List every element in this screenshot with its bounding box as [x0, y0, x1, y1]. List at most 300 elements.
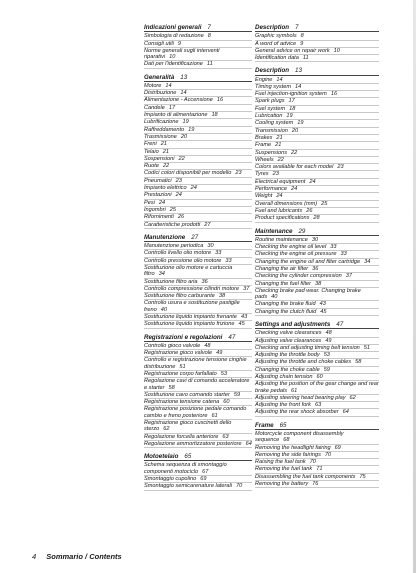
entry-page-number: 51	[179, 363, 186, 370]
contents-entry[interactable]	[144, 90, 252, 97]
entry-page-number: 76	[312, 481, 319, 488]
contents-entry[interactable]	[255, 215, 379, 222]
contents-entry[interactable]	[255, 251, 379, 258]
entry-page-number: 10	[333, 47, 340, 54]
entry-page-number: 40	[271, 294, 278, 301]
entry-page-number: 24	[190, 185, 197, 192]
entry-title: Wheels	[255, 156, 274, 163]
entry-page-number: 33	[330, 244, 337, 251]
entry-page-number: 36	[312, 265, 319, 272]
contents-entry[interactable]	[144, 483, 252, 490]
contents-entry[interactable]	[144, 300, 252, 314]
contents-entry[interactable]	[255, 55, 379, 62]
contents-entry[interactable]	[144, 406, 252, 420]
entry-page-number: 18	[211, 112, 218, 119]
contents-entry[interactable]	[144, 279, 252, 286]
contents-entry[interactable]	[255, 259, 379, 266]
contents-entry[interactable]	[255, 409, 379, 416]
entry-page-number: 19	[297, 120, 304, 127]
entry-title: Consigli utili	[144, 40, 174, 47]
contents-entry[interactable]	[255, 84, 379, 91]
entry-page-number: 60	[316, 373, 323, 380]
contents-entry[interactable]	[144, 265, 252, 279]
contents-entry[interactable]	[144, 286, 252, 293]
entry-title: Manutenzione periodica	[144, 243, 204, 250]
entry-title: Adjusting the position of the gear change and rear brake pedals	[255, 381, 379, 394]
entry-title: Controllo pressione olio motore	[144, 257, 222, 264]
entry-title: Changing the engine oil and filter cartridge	[255, 258, 361, 265]
entry-title: Checking brake pad wear. Changing brake pads	[255, 287, 361, 301]
entry-title: Removing the battery	[255, 481, 309, 488]
entry-page-number: 8	[300, 33, 304, 40]
entry-title: Prestazioni	[144, 192, 172, 199]
entry-title: Removing the side fairings	[255, 451, 321, 458]
entry-title: Ingombri	[144, 206, 166, 213]
section-heading[interactable]	[144, 74, 252, 82]
contents-entry[interactable]	[144, 178, 252, 185]
entry-page-number: 53	[220, 370, 227, 377]
entry-page-number: 62	[163, 426, 170, 433]
entry-page-number: 14	[165, 82, 172, 89]
entry-title: Weight	[255, 193, 273, 200]
section-heading[interactable]	[255, 321, 379, 329]
entry-page-number: 59	[233, 391, 241, 398]
contents-entry[interactable]	[255, 395, 379, 402]
entry-title: Spark plugs	[255, 98, 285, 105]
entry-title: Checking and adjusting timing belt tension	[255, 344, 360, 351]
contents-entry[interactable]	[255, 201, 379, 208]
entry-title: Cooling system	[255, 120, 294, 127]
section-heading[interactable]	[255, 67, 379, 75]
section-page-number: 65	[184, 453, 192, 461]
contents-entry[interactable]	[255, 128, 379, 135]
contents-entry[interactable]	[144, 48, 252, 62]
contents-entry[interactable]	[255, 120, 379, 127]
entry-title: Motore	[144, 82, 162, 89]
section-items	[255, 237, 379, 316]
entry-page-number: 61	[211, 412, 218, 419]
entry-title: Registrazione gioco valvole	[144, 350, 213, 357]
contents-entry[interactable]	[144, 357, 252, 371]
entry-page-number: 70	[324, 451, 332, 458]
contents-entry[interactable]	[144, 250, 252, 257]
section-items	[144, 462, 252, 490]
entry-page-number: 37	[243, 285, 250, 292]
section-page-number: 13	[180, 73, 188, 81]
entry-page-number: 16	[216, 97, 224, 104]
entry-page-number: 19	[182, 119, 189, 126]
entry-title: Controllo compressione cilindri motore	[144, 285, 240, 292]
contents-entry[interactable]	[255, 474, 379, 481]
entry-title: Simbologia di redazione	[144, 33, 204, 40]
english-contents-column	[255, 24, 379, 493]
entry-title: Codici colori disponibili per modello	[144, 170, 232, 177]
contents-entry[interactable]	[144, 61, 252, 68]
contents-section	[255, 422, 379, 489]
contents-entry[interactable]	[255, 301, 379, 308]
section-heading[interactable]	[255, 422, 379, 430]
entry-page-number: 24	[291, 186, 298, 193]
contents-section	[255, 24, 379, 62]
entry-page-number: 18	[289, 105, 296, 112]
contents-entry[interactable]	[255, 150, 379, 157]
section-heading[interactable]	[144, 453, 252, 461]
entry-page-number: 22	[178, 155, 185, 162]
italian-contents-column	[144, 24, 252, 496]
entry-title: Controllo livello olio motore	[144, 250, 212, 257]
entry-title: Changing the fuel filter	[255, 280, 311, 287]
entry-page-number: 23	[337, 164, 344, 171]
entry-title: Product specifications	[255, 215, 310, 222]
entry-page-number: 24	[158, 199, 166, 206]
entry-page-number: 16	[330, 91, 338, 98]
entry-page-number: 38	[218, 293, 226, 300]
section-title: Manutenzione	[144, 233, 186, 241]
page-footer	[32, 552, 122, 561]
entry-page-number: 48	[325, 330, 332, 337]
entry-page-number: 17	[288, 98, 295, 105]
contents-entry[interactable]	[144, 156, 252, 163]
entry-page-number: 24	[276, 193, 283, 200]
entry-title: Sostituzione olio motore e cartuccia filtro	[144, 264, 233, 278]
entry-page-number: 21	[160, 141, 167, 148]
contents-entry[interactable]	[144, 214, 252, 221]
entry-page-number: 58	[355, 359, 362, 366]
entry-title: Brakes	[255, 134, 273, 141]
entry-page-number: 33	[340, 251, 347, 258]
entry-page-number: 64	[342, 409, 349, 416]
entry-title: Removing the fuel tank	[255, 466, 313, 473]
entry-page-number: 30	[207, 243, 214, 250]
contents-entry[interactable]	[255, 402, 379, 409]
entry-title: Checking the engine oil pressure	[255, 251, 337, 258]
entry-page-number: 22	[291, 149, 298, 156]
entry-title: Colors available for each model	[255, 164, 334, 171]
entry-title: Registrazione tensione catena	[144, 399, 220, 406]
contents-section	[255, 321, 379, 417]
page-number: 4	[32, 552, 37, 561]
contents-entry[interactable]	[144, 141, 252, 148]
entry-page-number: 27	[204, 221, 211, 228]
entry-title: Raffreddamento	[144, 126, 185, 133]
contents-entry[interactable]	[144, 200, 252, 207]
entry-page-number: 67	[202, 468, 209, 475]
entry-page-number: 71	[316, 466, 323, 473]
entry-title: Adjusting the throttle body	[255, 352, 320, 359]
section-page-number: 47	[336, 321, 344, 328]
contents-entry[interactable]	[255, 309, 379, 316]
contents-entry[interactable]	[255, 281, 379, 288]
entry-title: Sostituzione cavo comando starter	[144, 391, 230, 398]
entry-title: Lubrication	[255, 113, 283, 120]
entry-title: Timing system	[255, 83, 292, 90]
entry-title: Adjusting the front fork	[255, 402, 311, 409]
entry-title: Checking the engine oil level	[255, 244, 327, 251]
contents-entry[interactable]	[144, 293, 252, 300]
contents-entry[interactable]	[255, 244, 379, 251]
entry-title: Identification data	[255, 55, 299, 62]
entry-page-number: 70	[309, 459, 316, 466]
contents-entry[interactable]	[144, 163, 252, 170]
entry-page-number: 48	[204, 342, 211, 349]
section-items	[255, 77, 379, 223]
entry-page-number: 14	[295, 83, 302, 90]
section-page-number: 47	[228, 333, 236, 341]
contents-entry[interactable]	[255, 135, 379, 142]
entry-page-number: 14	[180, 90, 187, 97]
entry-title: Adjusting the rear shock absorber	[255, 409, 339, 416]
contents-entry[interactable]	[255, 288, 379, 302]
entry-title: Changing the choke cable	[255, 366, 320, 373]
contents-entry[interactable]	[255, 330, 379, 337]
entry-page-number: 37	[345, 273, 352, 280]
contents-entry[interactable]	[255, 106, 379, 113]
entry-page-number: 23	[235, 170, 242, 177]
section-page-number: 65	[279, 421, 287, 429]
contents-entry[interactable]	[255, 266, 379, 273]
entry-title: Motorcycle component disassembly sequence	[255, 430, 344, 444]
entry-page-number: 43	[240, 314, 248, 320]
contents-entry[interactable]	[144, 314, 252, 321]
entry-title: Distribuzione	[144, 90, 177, 97]
section-items	[255, 431, 379, 488]
entry-page-number: 19	[286, 113, 293, 120]
entry-title: Smontaggio semicarenature laterali	[144, 483, 232, 490]
entry-page-number: 36	[201, 278, 208, 285]
entry-page-number: 24	[309, 178, 316, 185]
contents-entry[interactable]	[144, 222, 252, 229]
entry-title: Performance	[255, 186, 288, 193]
section-page-number: 27	[191, 233, 199, 241]
contents-entry[interactable]	[144, 33, 252, 40]
entry-title: Fuel and lubricants	[255, 207, 303, 214]
section-title: Description	[255, 24, 290, 31]
entry-title: Controllo e registrazione tensione cinghie distribuzione	[144, 357, 247, 370]
contents-entry[interactable]	[255, 157, 379, 164]
section-title: Maintenance	[255, 227, 293, 235]
entry-title: Checking the cylinder compression	[255, 273, 342, 280]
entry-page-number: 10	[169, 54, 176, 61]
entry-page-number: 64	[245, 440, 252, 447]
contents-entry[interactable]	[255, 459, 379, 466]
section-items	[144, 243, 252, 329]
contents-entry[interactable]	[144, 476, 252, 483]
contents-section	[144, 74, 252, 229]
entry-title: Graphic symbols	[255, 33, 297, 40]
entry-page-number: 8	[207, 33, 211, 40]
entry-title: Sostituzione liquido impianto frizione	[144, 321, 235, 328]
entry-title: Ruote	[144, 163, 159, 170]
entry-page-number: 49	[325, 337, 332, 344]
contents-entry[interactable]	[255, 374, 379, 381]
entry-title: Changing the clutch fluid	[255, 308, 317, 315]
entry-title: Impianto elettrico	[144, 185, 187, 192]
contents-entry[interactable]	[144, 350, 252, 357]
entry-page-number: 17	[168, 104, 176, 111]
section-page-number: 13	[295, 67, 302, 75]
entry-title: Sospensioni	[144, 155, 175, 162]
entry-title: Alimentazione - Accensione	[144, 97, 213, 104]
entry-title: Smontaggio cupolino	[144, 476, 197, 483]
contents-entry[interactable]	[255, 91, 379, 98]
contents-entry[interactable]	[144, 127, 252, 134]
contents-entry[interactable]	[255, 273, 379, 280]
entry-page-number: 53	[323, 352, 330, 359]
contents-entry[interactable]	[144, 243, 252, 250]
contents-entry[interactable]	[144, 321, 252, 328]
entry-page-number: 22	[162, 163, 170, 170]
contents-entry[interactable]	[144, 134, 252, 141]
contents-entry[interactable]	[255, 186, 379, 193]
contents-entry[interactable]	[255, 208, 379, 215]
entry-title: Freni	[144, 141, 157, 148]
entry-title: Regolazione cavi di comando acceleratore e starter	[144, 378, 250, 391]
entry-title: Changing the brake fluid	[255, 301, 316, 308]
section-heading[interactable]	[144, 334, 252, 342]
section-items	[144, 33, 252, 68]
contents-entry[interactable]	[255, 466, 379, 473]
entry-page-number: 49	[216, 350, 223, 357]
section-items	[144, 343, 252, 448]
entry-title: Raising the fuel tank	[255, 459, 306, 466]
footer-title: Sommario / Contents	[46, 552, 122, 561]
entry-page-number: 11	[206, 61, 213, 68]
contents-entry[interactable]	[144, 371, 252, 378]
entry-title: Adjusting the throttle and choke cables	[255, 359, 352, 366]
entry-page-number: 26	[306, 207, 313, 214]
section-items	[255, 330, 379, 417]
entry-title: General advice on repair work	[255, 47, 330, 54]
entry-page-number: 20	[291, 127, 299, 134]
contents-entry[interactable]	[255, 359, 379, 366]
entry-title: Overall dimensions (mm)	[255, 200, 318, 207]
contents-entry[interactable]	[144, 170, 252, 177]
contents-entry[interactable]	[255, 41, 379, 48]
contents-entry[interactable]	[144, 83, 252, 90]
entry-title: Impianto di alimentazione	[144, 112, 208, 119]
contents-entry[interactable]	[255, 338, 379, 345]
contents-entry[interactable]	[144, 185, 252, 192]
contents-entry[interactable]	[144, 149, 252, 156]
entry-title: Controllo usura e sostituzione pastiglie freno	[144, 300, 240, 313]
entry-title: Changing the air filter	[255, 265, 309, 272]
contents-entry[interactable]	[144, 112, 252, 119]
contents-entry[interactable]	[144, 207, 252, 214]
contents-entry[interactable]	[255, 33, 379, 40]
entry-title: Sostituzione filtro carburante	[144, 293, 215, 300]
entry-title: Pesi	[144, 199, 155, 206]
entry-page-number: 34	[364, 258, 371, 265]
contents-entry[interactable]	[255, 193, 379, 200]
entry-title: Electrical equipment	[255, 178, 306, 185]
entry-page-number: 14	[276, 76, 283, 83]
contents-entry[interactable]	[255, 452, 379, 459]
contents-entry[interactable]	[144, 399, 252, 406]
entry-page-number: 34	[158, 271, 165, 278]
contents-entry[interactable]	[255, 237, 379, 244]
entry-title: Sostituzione liquido impianto frenante	[144, 314, 237, 320]
contents-entry[interactable]	[144, 97, 252, 104]
contents-entry[interactable]	[255, 171, 379, 178]
entry-page-number: 28	[313, 215, 320, 222]
entry-title: Adjusting steering head bearing play	[255, 394, 346, 401]
entry-page-number: 60	[223, 399, 230, 406]
contents-entry[interactable]	[144, 258, 252, 265]
entry-page-number: 19	[188, 126, 195, 133]
entry-title: Frame	[255, 142, 272, 149]
entry-title: Adjusting chain tension	[255, 373, 313, 380]
contents-entry[interactable]	[144, 105, 252, 112]
entry-page-number: 45	[320, 308, 327, 315]
contents-entry[interactable]	[144, 420, 252, 434]
entry-title: A word of advice	[255, 40, 297, 47]
contents-entry[interactable]	[255, 431, 379, 445]
contents-entry[interactable]	[144, 378, 252, 392]
contents-entry[interactable]	[255, 179, 379, 186]
entry-page-number: 33	[225, 257, 232, 264]
section-heading[interactable]	[255, 24, 379, 32]
entry-page-number: 25	[169, 206, 176, 213]
contents-entry[interactable]	[255, 367, 379, 374]
entry-title: Regolazione forcella anteriore	[144, 433, 219, 440]
entry-page-number: 40	[160, 306, 167, 313]
contents-entry[interactable]	[255, 445, 379, 452]
section-items	[255, 33, 379, 62]
contents-entry[interactable]	[144, 343, 252, 350]
entry-title: Dati per l'identificazione	[144, 61, 203, 68]
entry-title: Registrazione corpo farfallato	[144, 370, 217, 377]
entry-page-number: 62	[349, 394, 356, 401]
section-title: Settings and adjustments	[255, 321, 331, 328]
contents-entry[interactable]	[144, 41, 252, 48]
section-title: Generalità	[144, 73, 175, 81]
section-heading[interactable]	[255, 228, 379, 236]
entry-page-number: 23	[272, 171, 279, 178]
contents-entry[interactable]	[144, 462, 252, 476]
contents-entry[interactable]	[144, 441, 252, 448]
entry-page-number: 11	[302, 55, 309, 62]
entry-title: Removing the headlight fairing	[255, 444, 331, 451]
entry-title: Controllo gioco valvole	[144, 342, 201, 349]
contents-entry[interactable]	[255, 164, 379, 171]
entry-page-number: 33	[215, 250, 222, 257]
contents-entry[interactable]	[255, 481, 379, 488]
contents-entry[interactable]	[255, 345, 379, 352]
contents-entry[interactable]	[144, 119, 252, 126]
contents-entry[interactable]	[144, 392, 252, 399]
contents-entry[interactable]	[255, 142, 379, 149]
contents-entry[interactable]	[255, 48, 379, 55]
section-title: Description	[255, 67, 290, 75]
entry-title: Schema sequenza di smontaggio componenti motociclo	[144, 462, 227, 475]
contents-entry[interactable]	[255, 352, 379, 359]
entry-page-number: 9	[300, 40, 304, 47]
contents-entry[interactable]	[144, 434, 252, 441]
contents-entry[interactable]	[255, 381, 379, 395]
entry-page-number: 75	[359, 473, 366, 480]
contents-entry[interactable]	[255, 98, 379, 105]
contents-entry[interactable]	[255, 77, 379, 84]
entry-title: Engine	[255, 76, 273, 83]
section-heading[interactable]	[144, 24, 252, 32]
entry-page-number: 30	[311, 236, 319, 243]
entry-page-number: 59	[323, 366, 330, 373]
entry-page-number: 21	[275, 142, 282, 149]
contents-entry[interactable]	[255, 113, 379, 120]
section-heading[interactable]	[144, 234, 252, 242]
contents-entry[interactable]	[144, 192, 252, 199]
entry-page-number: 63	[314, 402, 322, 409]
